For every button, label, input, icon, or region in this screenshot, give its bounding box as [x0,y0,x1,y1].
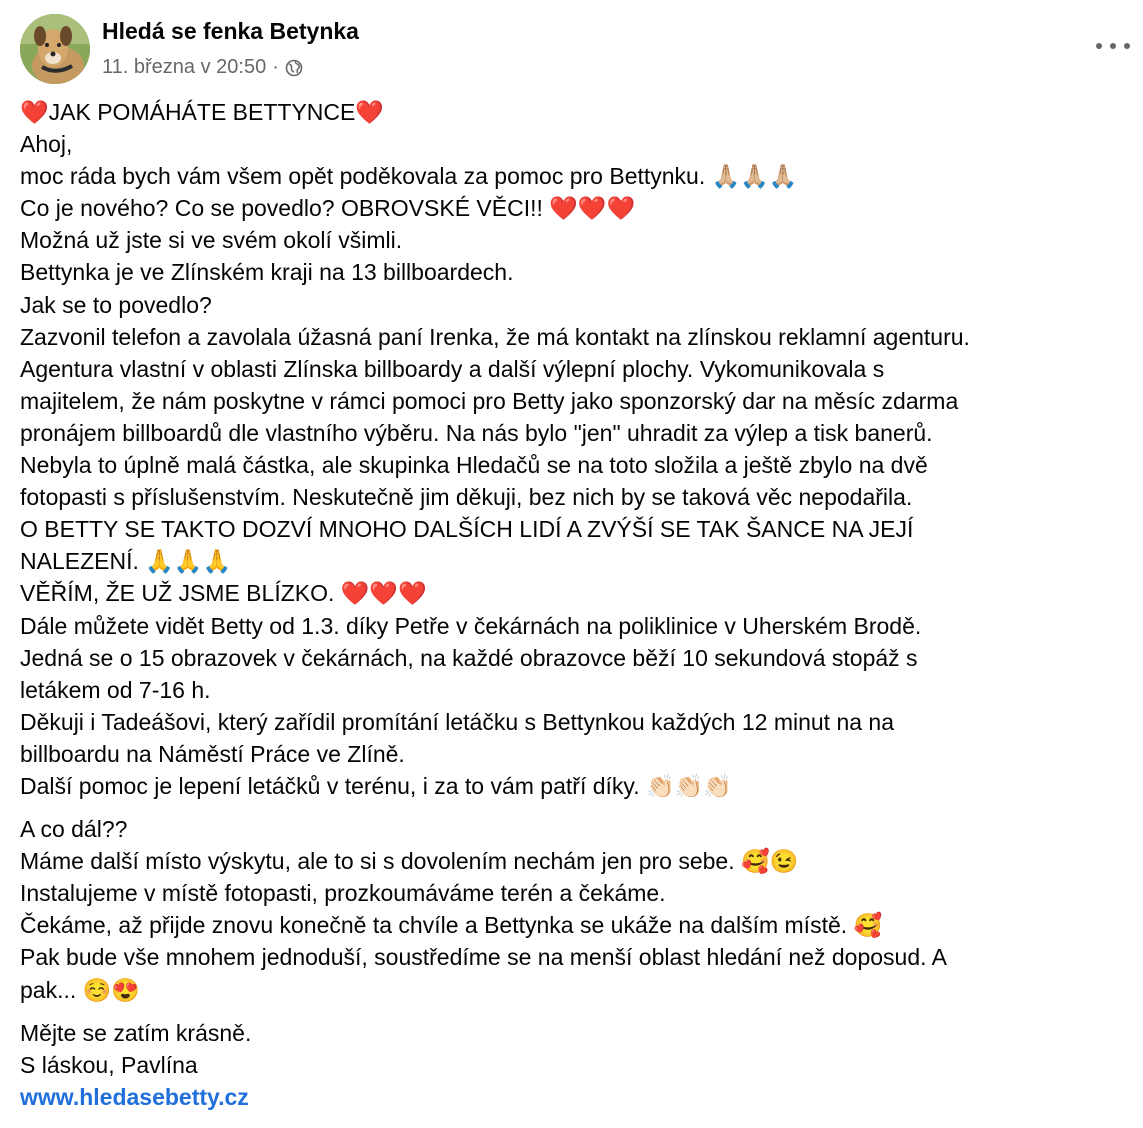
text-line: A co dál?? [20,816,128,843]
text-line: Bettynka je ve Zlínském kraji na 13 billboardech. [20,259,514,286]
website-link[interactable]: www.hledasebetty.cz [20,1083,249,1110]
text-line: O BETTY SE TAKTO DOZVÍ MNOHO DALŠÍCH LIDÍ A ZVÝŠÍ SE TAK ŠANCE NA JEJÍ [20,516,914,543]
text-line: Dále můžete vidět Betty od 1.3. díky Petře v čekárnách na poliklinice v Uherském Brodě. [20,612,922,639]
text-line: majitelem, že nám poskytne v rámci pomoci pro Betty jako sponzorský dar na měsíc zdarma [20,387,959,414]
avatar[interactable] [20,14,90,84]
text-line: Zazvonil telefon a zavolala úžasná paní Irenka, že má kontakt na zlínskou reklamní agenturu. [20,323,970,350]
post-meta [102,56,303,79]
post-header [20,14,1130,84]
more-options-icon[interactable] [1096,34,1130,58]
more-dot [1096,43,1102,49]
text-line: Instalujeme v místě fotopasti, prozkoumáváme terén a čekáme. [20,880,666,907]
text-line: Možná už jste si ve svém okolí všimli. [20,227,403,254]
text-line: letákem od 7-16 h. [20,676,211,703]
text-line: Máme další místo výskytu, ale to si s dovolením nechám jen pro sebe. 🥰😉 [20,848,799,875]
text-line: Děkuji i Tadeášovi, který zařídil promítání letáčku s Bettynkou každých 12 minut na na [20,708,895,735]
dog-avatar-image [20,14,90,84]
text-line: Čekáme, až přijde znovu konečně ta chvíle a Bettynka se ukáže na dalším místě. 🥰 [20,912,883,939]
text-line: ❤️JAK POMÁHÁTE BETTYNCE❤️ [20,99,384,125]
post-body [20,96,1130,1113]
text-line: Další pomoc je lepení letáčků v terénu, i za to vám patří díky. 👏🏻👏🏻👏🏻 [20,772,732,799]
text-line: Jak se to povedlo? [20,291,212,318]
text-line: S láskou, Pavlína [20,1051,198,1078]
text-line: billboardu na Náměstí Práce ve Zlíně. [20,740,405,767]
meta-separator: · [272,56,279,78]
text-line: fotopasti s příslušenstvím. Neskutečně jim děkuji, bez nich by se taková věc nepodařila. [20,484,913,511]
text-line: Nebyla to úplně malá částka, ale skupinka Hledačů se na toto složila a ještě zbylo na dvě [20,452,928,479]
globe-icon[interactable] [285,59,303,77]
text-line: pronájem billboardů dle vlastního výběru. Na nás bylo "jen" uhradit za výlep a tisk banerů. [20,419,933,446]
paragraph-gap [20,1006,1130,1017]
text-line: Agentura vlastní v oblasti Zlínska billboardy a další výlepní plochy. Vykomunikovala s [20,355,885,382]
text-line: Co je nového? Co se povedlo? OBROVSKÉ VĚCI!! ❤️❤️❤️ [20,195,636,222]
post-author[interactable]: Hledá se fenka Betynka [102,18,359,44]
text-line: pak... ☺️😍 [20,976,140,1003]
text-line: Ahoj, [20,131,73,158]
text-line: Pak bude vše mnohem jednoduší, soustředíme se na menší oblast hledání než doposud. A [20,944,947,971]
text-line: VĚŘÍM, ŽE UŽ JSME BLÍZKO. ❤️❤️❤️ [20,580,427,607]
text-line: NALEZENÍ. 🙏🙏🙏 [20,548,232,575]
text-line: moc ráda bych vám všem opět poděkovala za pomoc pro Bettynku. 🙏🏼🙏🏼🙏🏼 [20,163,798,190]
more-dot [1110,43,1116,49]
paragraph-gap [20,802,1130,813]
post-date[interactable]: 11. března v 20:50 [102,56,267,78]
text-line [20,1081,1130,1113]
more-dot [1124,43,1130,49]
text-line: Mějte se zatím krásně. [20,1019,252,1046]
text-line: Jedná se o 15 obrazovek v čekárnách, na každé obrazovce běží 10 sekundová stopáž s [20,644,918,671]
